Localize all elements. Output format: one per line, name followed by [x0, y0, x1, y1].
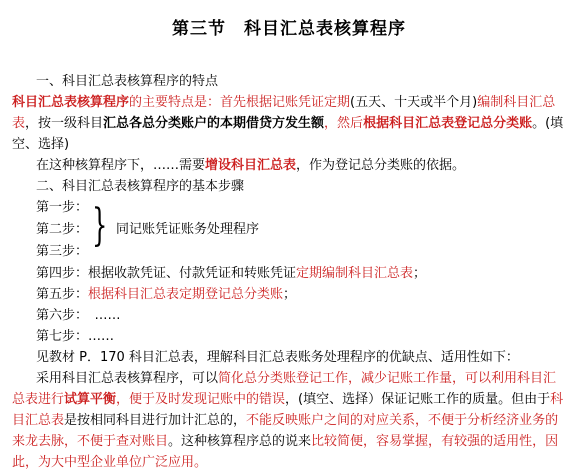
term-summary-procedure: 科目汇总表核算程序	[12, 95, 130, 110]
cons-text-g: 量。但由于	[485, 392, 551, 407]
textbook-reference: 见教材 P．170 科目汇总表，理解科目汇总表账务处理程序的优缺点、适用性如下：	[36, 350, 519, 365]
pros-text-f: ，(填空、选择）保证记账工作的质	[285, 392, 486, 407]
feature-text-7: 记总分类账	[467, 116, 533, 131]
step-5	[12, 284, 566, 305]
step-5-text-a: 根据科目汇总表定期登记总分类账	[88, 287, 284, 302]
cons-text-h: 科目汇总表	[12, 392, 564, 428]
summary-text-p: 有较强的适用性，因此，为大中型企业单位广泛应用。	[12, 434, 559, 470]
step-1: 第一步：	[36, 200, 89, 215]
step-4-label: 第四步：	[36, 266, 89, 281]
feature-text-3: ，按一级科目	[25, 116, 104, 131]
basis-paragraph	[12, 155, 566, 176]
pros-cons-paragraph	[12, 368, 566, 473]
brace-icon: }	[92, 200, 108, 251]
feature-paragraph	[12, 92, 566, 155]
pros-text-c: 科目汇总表进行	[12, 371, 557, 407]
pros-text-d: 试算平衡	[64, 392, 117, 407]
pros-text-b: 简化总分类账登记工作，减少记账工作量，可以利用	[218, 371, 518, 386]
cons-text-i: 是按相同科目进行加计汇总的，	[64, 413, 247, 428]
summary-text-o: ，容易掌握，	[363, 434, 442, 449]
pros-text-e: ，便于及时发现记账中的错误	[116, 392, 286, 407]
cons-text-k: ，不便	[415, 413, 455, 428]
cons-text-j: 不能反映账户之间的对应关系	[246, 413, 416, 428]
page-title: 第三节 科目汇总表核算程序	[172, 19, 406, 39]
term-summary-table: 科目汇总表	[12, 95, 556, 131]
step-4-text-a: 根据收款凭证、付款凭证和转账凭证	[88, 266, 297, 281]
summary-text-m: 。这种核算程序总的说来	[168, 434, 312, 449]
step-5-label: 第五步：	[36, 287, 89, 302]
step-4	[12, 263, 566, 284]
section2-heading: 二、科目汇总表核算程序的基本步骤	[36, 179, 245, 194]
basis-text-3: ，作为登记总分类账的依据。	[296, 158, 466, 173]
step-2: 第二步：	[36, 222, 89, 237]
step-4-text-b: 定期编制科目汇总表	[296, 266, 414, 281]
brace-label: 同记账凭证账务处理程序	[116, 222, 260, 237]
step-4-text-c: ；	[413, 266, 427, 281]
feature-text-8: 。(填空、选择)	[12, 116, 564, 152]
summary-text-n: 比较简便	[311, 434, 364, 449]
step-6: 第六步： ……	[36, 308, 121, 323]
step-3: 第三步：	[36, 244, 89, 259]
section1-heading: 一、科目汇总表核算程序的特点	[36, 74, 219, 89]
steps-1-3-block	[12, 197, 566, 263]
feature-text-4: 汇总各总分类账户的本期借贷方发生额	[103, 116, 325, 131]
step-5-text-b: ；	[283, 287, 297, 302]
feature-text-5: ，然后	[324, 116, 364, 131]
basis-text-2: 增设科目汇总表	[205, 158, 297, 173]
feature-text-1: 的主要特点是：首先根据记账凭证定期	[129, 95, 351, 110]
cons-text-l: 于分析经济业务的来龙去脉，不便于查对账目	[12, 413, 559, 449]
basis-text-1: 在这种核算程序下，……需要	[36, 158, 206, 173]
step-7: 第七步：……	[36, 329, 115, 344]
feature-text-6: 根据科目汇总表登	[363, 116, 468, 131]
period-note: (五天、十天或半个月)	[350, 95, 478, 110]
feature-text-2: 编制	[477, 95, 504, 110]
pros-text-a: 采用科目汇总表核算程序，可以	[36, 371, 219, 386]
